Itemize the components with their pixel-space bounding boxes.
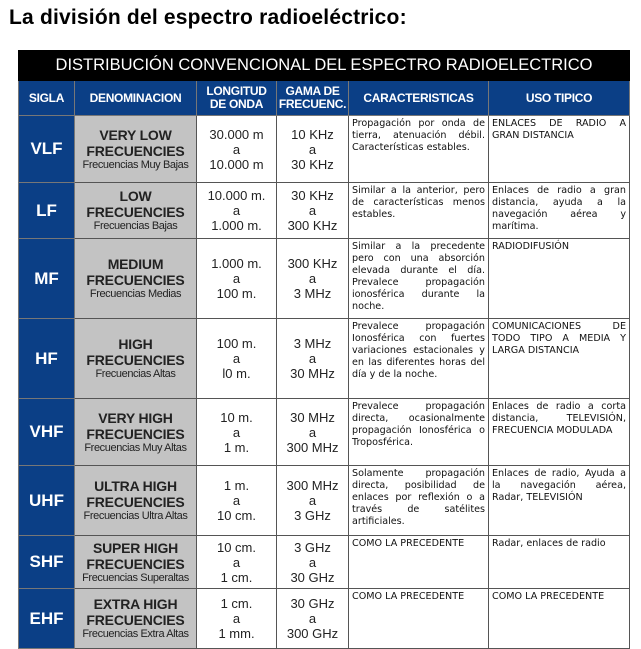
name-english: VERY LOW FRECUENCIES	[86, 126, 185, 159]
freq-to: 3 MHz	[293, 286, 332, 301]
freq-to: 30 MHz	[290, 366, 335, 381]
uso-cell: RADIODIFUSIÓN	[489, 239, 630, 319]
wave-from: 30.000 m	[209, 126, 264, 142]
caracteristicas-cell: Similar a la anterior, pero de características menos estables.	[349, 183, 489, 239]
wave-from: 10 m.	[220, 409, 253, 425]
sigla-cell: HF	[19, 319, 75, 399]
wave-to: 10.000 m	[209, 156, 264, 172]
table-row	[19, 239, 630, 319]
wave-to-label: a	[232, 424, 241, 440]
wave-to: 1 cm.	[220, 569, 253, 585]
wave-to-label: a	[232, 611, 241, 626]
wave-to: l0 m.	[222, 366, 251, 381]
wave-to: 1.000 m.	[211, 218, 262, 233]
name-spanish: Frecuencias Ultra Altas	[83, 510, 188, 522]
header-row	[19, 81, 630, 116]
caracteristicas-cell: Solamente propagación directa, posibilidad de enlaces por reflexión o a través de satélites artificiales.	[349, 466, 489, 536]
table-row	[19, 536, 630, 589]
wave-to-label: a	[232, 271, 241, 286]
wave-from: 100 m.	[216, 336, 257, 351]
name-english: LOW FRECUENCIES	[86, 188, 185, 220]
header-uso: USO TIPICO	[489, 81, 630, 116]
name-spanish: Frecuencias Altas	[95, 368, 176, 380]
name-english: VERY HIGH FRECUENCIES	[86, 409, 185, 442]
uso-cell: ENLACES DE RADIO A GRAN DISTANCIA	[489, 116, 630, 183]
name-english: EXTRA HIGH FRECUENCIES	[86, 596, 185, 628]
frequency-cell	[277, 239, 349, 319]
name-spanish: Frecuencias Superaltas	[82, 571, 189, 584]
caracteristicas-cell: Propagación por onda de tierra, atenuación débil. Características estables.	[349, 116, 489, 183]
sigla-cell: VHF	[19, 399, 75, 466]
page-title: La división del espectro radioeléctrico:	[9, 6, 407, 29]
freq-to-label: a	[308, 141, 317, 157]
freq-from: 300 KHz	[287, 256, 338, 271]
caracteristicas-cell: Similar a la precedente pero con una absorción elevada durante el día. Prevalece propagación ionosférica durante la noche.	[349, 239, 489, 319]
freq-from: 10 KHz	[291, 126, 334, 142]
caracteristicas-cell: COMO LA PRECEDENTE	[349, 589, 489, 649]
table-row	[19, 399, 630, 466]
wave-to-label: a	[232, 493, 241, 508]
wave-to-label: a	[232, 351, 241, 366]
freq-to-label: a	[308, 493, 317, 508]
uso-cell: COMUNICACIONES DE TODO TIPO A MEDIA Y LARGA DISTANCIA	[489, 319, 630, 399]
uso-cell: Enlaces de radio a corta distancia, TELEVISIÓN, FRECUENCIA MODULADA	[489, 399, 630, 466]
wavelength-cell	[197, 239, 277, 319]
header-longitud: LONGITUD DE ONDA	[197, 81, 277, 116]
frequency-cell	[277, 466, 349, 536]
denominacion-cell	[75, 589, 197, 649]
name-spanish: Frecuencias Bajas	[93, 220, 178, 232]
denominacion-cell	[75, 319, 197, 399]
wavelength-cell	[197, 319, 277, 399]
table-row	[19, 466, 630, 536]
denominacion-cell	[75, 116, 197, 183]
name-spanish: Frecuencias Muy Altas	[84, 441, 187, 454]
wavelength-cell	[197, 466, 277, 536]
sigla-cell: VLF	[19, 116, 75, 183]
freq-to-label: a	[308, 351, 317, 366]
name-english: HIGH FRECUENCIES	[86, 336, 185, 368]
frequency-cell	[277, 536, 349, 589]
wave-to: 1 m.	[223, 439, 250, 455]
wave-to-label: a	[232, 141, 241, 157]
table-row	[19, 183, 630, 239]
spectrum-table	[18, 50, 630, 649]
wave-from: 1.000 m.	[211, 256, 262, 271]
freq-to-label: a	[308, 203, 317, 218]
wave-to: 100 m.	[216, 286, 257, 301]
sigla-cell: EHF	[19, 589, 75, 649]
name-spanish: Frecuencias Muy Bajas	[82, 158, 189, 171]
table-row	[19, 319, 630, 399]
wave-to: 10 cm.	[216, 508, 256, 523]
wavelength-cell	[197, 116, 277, 183]
frequency-cell	[277, 589, 349, 649]
denominacion-cell	[75, 536, 197, 589]
uso-cell: COMO LA PRECEDENTE	[489, 589, 630, 649]
freq-to-label: a	[308, 554, 317, 570]
wavelength-cell	[197, 183, 277, 239]
table-row	[19, 116, 630, 183]
header-sigla: SIGLA	[19, 81, 75, 116]
freq-to: 300 KHz	[287, 218, 338, 233]
freq-to-label: a	[308, 611, 317, 626]
frequency-cell	[277, 183, 349, 239]
freq-to: 30 GHz	[290, 569, 335, 585]
denominacion-cell	[75, 466, 197, 536]
freq-to: 3 GHz	[294, 508, 331, 523]
sigla-cell: UHF	[19, 466, 75, 536]
table-banner: DISTRIBUCIÓN CONVENCIONAL DEL ESPECTRO RADIOELECTRICO	[19, 51, 630, 81]
wavelength-cell	[197, 536, 277, 589]
name-english: MEDIUM FRECUENCIES	[86, 256, 185, 288]
denominacion-cell	[75, 239, 197, 319]
wave-from: 10.000 m.	[207, 188, 266, 203]
wave-from: 1 m.	[223, 478, 250, 493]
freq-to: 300 MHz	[286, 439, 339, 455]
denominacion-cell	[75, 183, 197, 239]
wave-to: 1 mm.	[218, 626, 255, 641]
freq-from: 30 MHz	[290, 409, 335, 425]
freq-to: 300 GHz	[286, 626, 339, 641]
uso-cell: Enlaces de radio, Ayuda a la navegación aérea, Radar, TELEVISIÓN	[489, 466, 630, 536]
frequency-cell	[277, 116, 349, 183]
freq-from: 300 MHz	[286, 478, 339, 493]
freq-from: 30 KHz	[291, 188, 334, 203]
name-english: ULTRA HIGH FRECUENCIES	[86, 478, 185, 510]
frequency-cell	[277, 399, 349, 466]
wavelength-cell	[197, 589, 277, 649]
wave-from: 10 cm.	[216, 539, 256, 555]
freq-from: 3 MHz	[293, 336, 332, 351]
denominacion-cell	[75, 399, 197, 466]
wavelength-cell	[197, 399, 277, 466]
name-spanish: Frecuencias Medias	[89, 288, 182, 300]
sigla-cell: MF	[19, 239, 75, 319]
freq-to-label: a	[308, 271, 317, 286]
wave-to-label: a	[232, 554, 241, 570]
name-spanish: Frecuencias Extra Altas	[82, 628, 189, 640]
freq-from: 3 GHz	[294, 539, 331, 555]
frequency-cell	[277, 319, 349, 399]
table-row	[19, 589, 630, 649]
uso-cell: Radar, enlaces de radio	[489, 536, 630, 589]
sigla-cell: SHF	[19, 536, 75, 589]
uso-cell: Enlaces de radio a gran distancia, ayuda a la navegación aérea y marítima.	[489, 183, 630, 239]
header-caracteristicas: CARACTERISTICAS	[349, 81, 489, 116]
header-gama: GAMA DE FRECUENC.	[277, 81, 349, 116]
header-denominacion: DENOMINACION	[75, 81, 197, 116]
wave-from: 1 cm.	[220, 596, 253, 611]
caracteristicas-cell: COMO LA PRECEDENTE	[349, 536, 489, 589]
wave-to-label: a	[232, 203, 241, 218]
freq-to: 30 KHz	[291, 156, 334, 172]
caracteristicas-cell: Prevalece propagación Ionosférica con fuertes variaciones estacionales y en las diferentes horas del día y de la noche.	[349, 319, 489, 399]
name-english: SUPER HIGH FRECUENCIES	[86, 539, 185, 572]
freq-from: 30 GHz	[290, 596, 335, 611]
freq-to-label: a	[308, 424, 317, 440]
sigla-cell: LF	[19, 183, 75, 239]
caracteristicas-cell: Prevalece propagación directa, ocasionalmente propagación Ionosférica o Troposférica.	[349, 399, 489, 466]
